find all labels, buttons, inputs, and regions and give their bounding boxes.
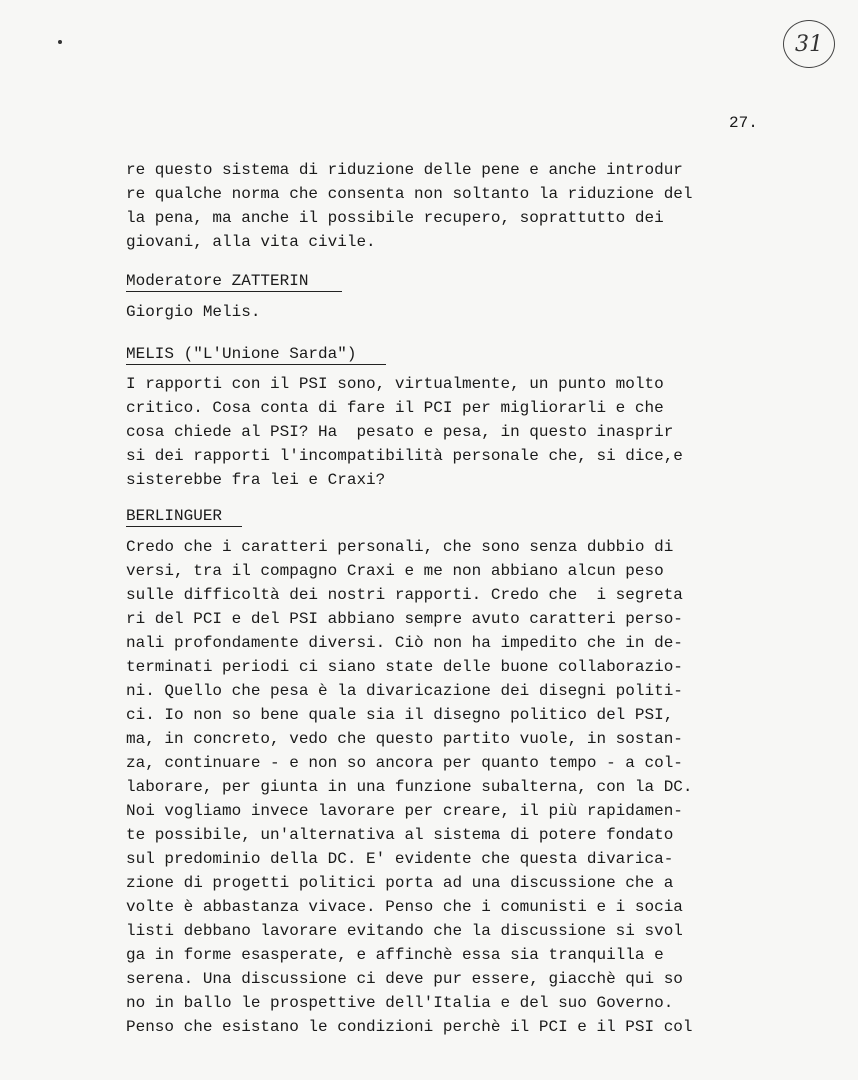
- heading-moderator: Moderatore ZATTERIN: [126, 272, 309, 290]
- text-line: sul predominio della DC. E' evidente che questa divarica-: [126, 850, 674, 868]
- text-line: Noi vogliamo invece lavorare per creare, il più rapidamen-: [126, 802, 683, 820]
- text-line: re qualche norma che consenta non soltanto la riduzione del: [126, 185, 693, 203]
- text-line: cosa chiede al PSI? Ha pesato e pesa, in questo inasprir: [126, 423, 674, 441]
- text-line: laborare, per giunta in una funzione subalterna, con la DC.: [126, 778, 693, 796]
- text-line: ni. Quello che pesa è la divaricazione dei disegni politi-: [126, 682, 683, 700]
- text-line: terminati periodi ci siano state delle buone collaborazio-: [126, 658, 683, 676]
- text-line: re questo sistema di riduzione delle pene e anche introdur: [126, 161, 683, 179]
- text-line: la pena, ma anche il possibile recupero, soprattutto dei: [126, 209, 664, 227]
- text-line: ci. Io non so bene quale sia il disegno politico del PSI,: [126, 706, 674, 724]
- text-line: ga in forme esasperate, e affinchè essa sia tranquilla e: [126, 946, 664, 964]
- folio-stamp: [783, 20, 835, 68]
- text-line: I rapporti con il PSI sono, virtualmente, un punto molto: [126, 375, 664, 393]
- text-line: Penso che esistano le condizioni perchè il PCI e il PSI col: [126, 1018, 693, 1036]
- heading-berlinguer: BERLINGUER: [126, 507, 223, 525]
- text-line: ri del PCI e del PSI abbiano sempre avuto caratteri perso-: [126, 610, 683, 628]
- text-line: za, continuare - e non so ancora per quanto tempo - a col-: [126, 754, 683, 772]
- text-line: Credo che i caratteri personali, che sono senza dubbio di: [126, 538, 674, 556]
- text-line: nali profondamente diversi. Ciò non ha impedito che in de-: [126, 634, 683, 652]
- ink-dot: [58, 40, 62, 44]
- speaker-name: Giorgio Melis.: [126, 303, 261, 321]
- text-line: volte è abbastanza vivace. Penso che i comunisti e i socia: [126, 898, 683, 916]
- heading-underline: [126, 291, 342, 292]
- paragraph-3: [126, 535, 766, 1039]
- heading-underline: [126, 526, 242, 527]
- text-line: sisterebbe fra lei e Craxi?: [126, 471, 386, 489]
- paragraph-2: [126, 372, 766, 492]
- text-line: si dei rapporti l'incompatibilità personale che, si dice,e: [126, 447, 683, 465]
- text-line: serena. Una discussione ci deve pur essere, giacchè qui so: [126, 970, 683, 988]
- text-line: no in ballo le prospettive dell'Italia e del suo Governo.: [126, 994, 674, 1012]
- text-line: zione di progetti politici porta ad una discussione che a: [126, 874, 674, 892]
- page-number: 27.: [729, 114, 758, 132]
- text-line: giovani, alla vita civile.: [126, 233, 376, 251]
- folio-stamp-number: 31: [795, 31, 823, 57]
- paragraph-1: [126, 158, 766, 254]
- text-line: te possibile, un'alternativa al sistema di potere fondato: [126, 826, 674, 844]
- text-line: sulle difficoltà dei nostri rapporti. Credo che i segreta: [126, 586, 683, 604]
- text-line: ma, in concreto, vedo che questo partito vuole, in sostan-: [126, 730, 683, 748]
- heading-melis: MELIS ("L'Unione Sarda"): [126, 345, 357, 363]
- text-line: critico. Cosa conta di fare il PCI per migliorarli e che: [126, 399, 664, 417]
- text-line: versi, tra il compagno Craxi e me non abbiano alcun peso: [126, 562, 664, 580]
- text-line: listi debbano lavorare evitando che la discussione si svol: [126, 922, 683, 940]
- heading-underline: [126, 364, 386, 365]
